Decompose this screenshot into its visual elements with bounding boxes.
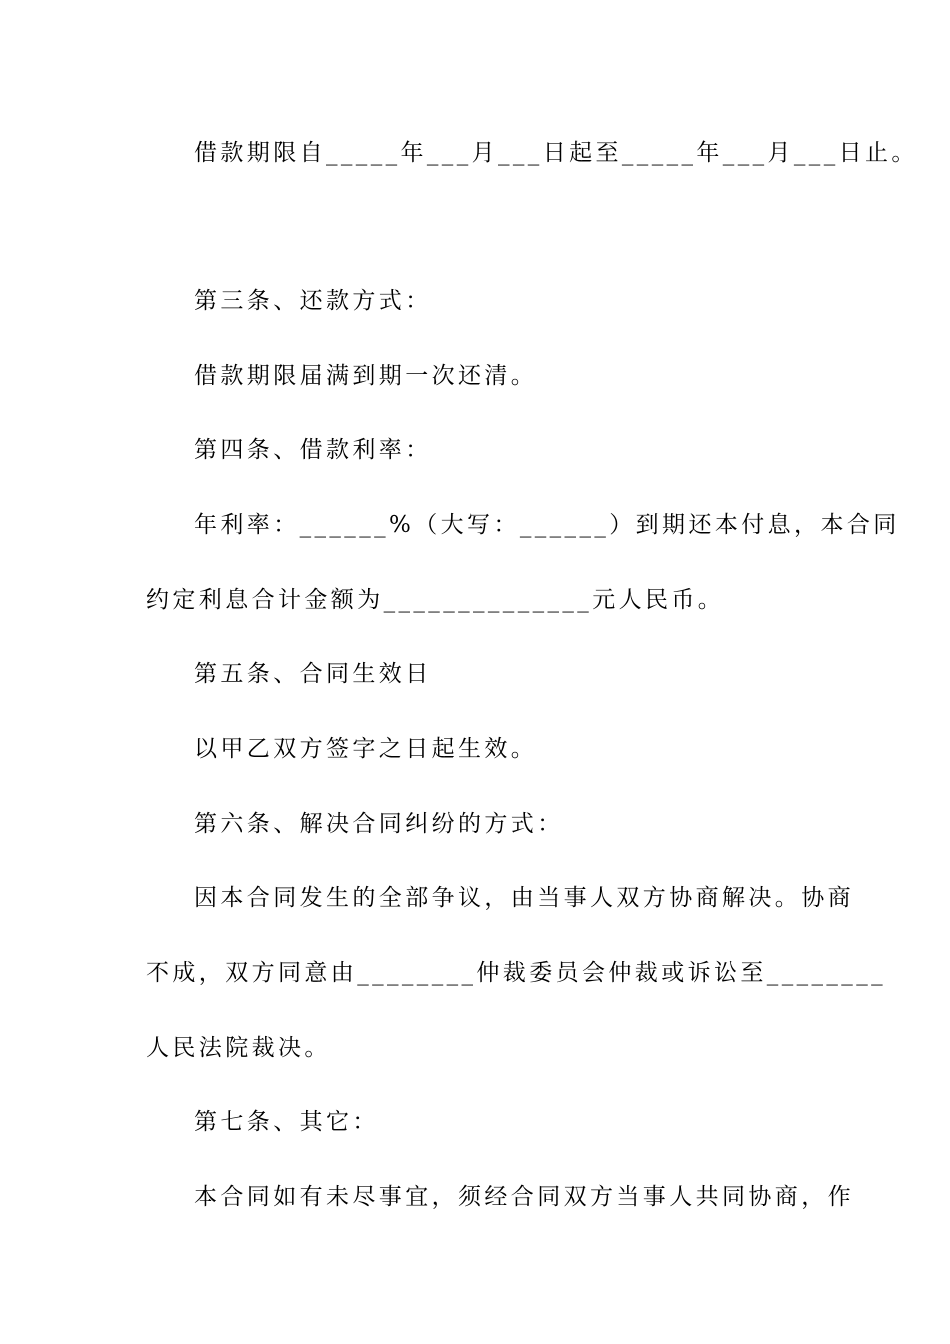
article-3-heading: 第三条、还款方式： (194, 288, 432, 314)
article-4-heading: 第四条、借款利率： (194, 437, 432, 463)
dispute-text-line-3: 人民法院裁决。 (146, 1035, 331, 1061)
interest-total-line: 约定利息合计金额为______________元人民币。 (146, 587, 725, 613)
article-7-heading: 第七条、其它： (194, 1109, 379, 1135)
dispute-text-line-2: 不成，双方同意由________仲裁委员会仲裁或诉讼至________ (146, 960, 886, 986)
loan-term-line: 借款期限自_____年___月___日起至_____年___月___日止。 (194, 140, 918, 166)
other-terms-text: 本合同如有未尽事宜，须经合同双方当事人共同协商，作 (194, 1184, 854, 1210)
dispute-text-line-1: 因本合同发生的全部争议，由当事人双方协商解决。协商 (194, 885, 854, 911)
article-5-heading: 第五条、合同生效日 (194, 661, 432, 687)
effective-date-text: 以甲乙双方签字之日起生效。 (194, 736, 538, 762)
article-6-heading: 第六条、解决合同纠纷的方式： (194, 811, 564, 837)
interest-rate-line: 年利率：______%（大写：______）到期还本付息，本合同 (194, 512, 900, 538)
repayment-method-text: 借款期限届满到期一次还清。 (194, 363, 538, 389)
